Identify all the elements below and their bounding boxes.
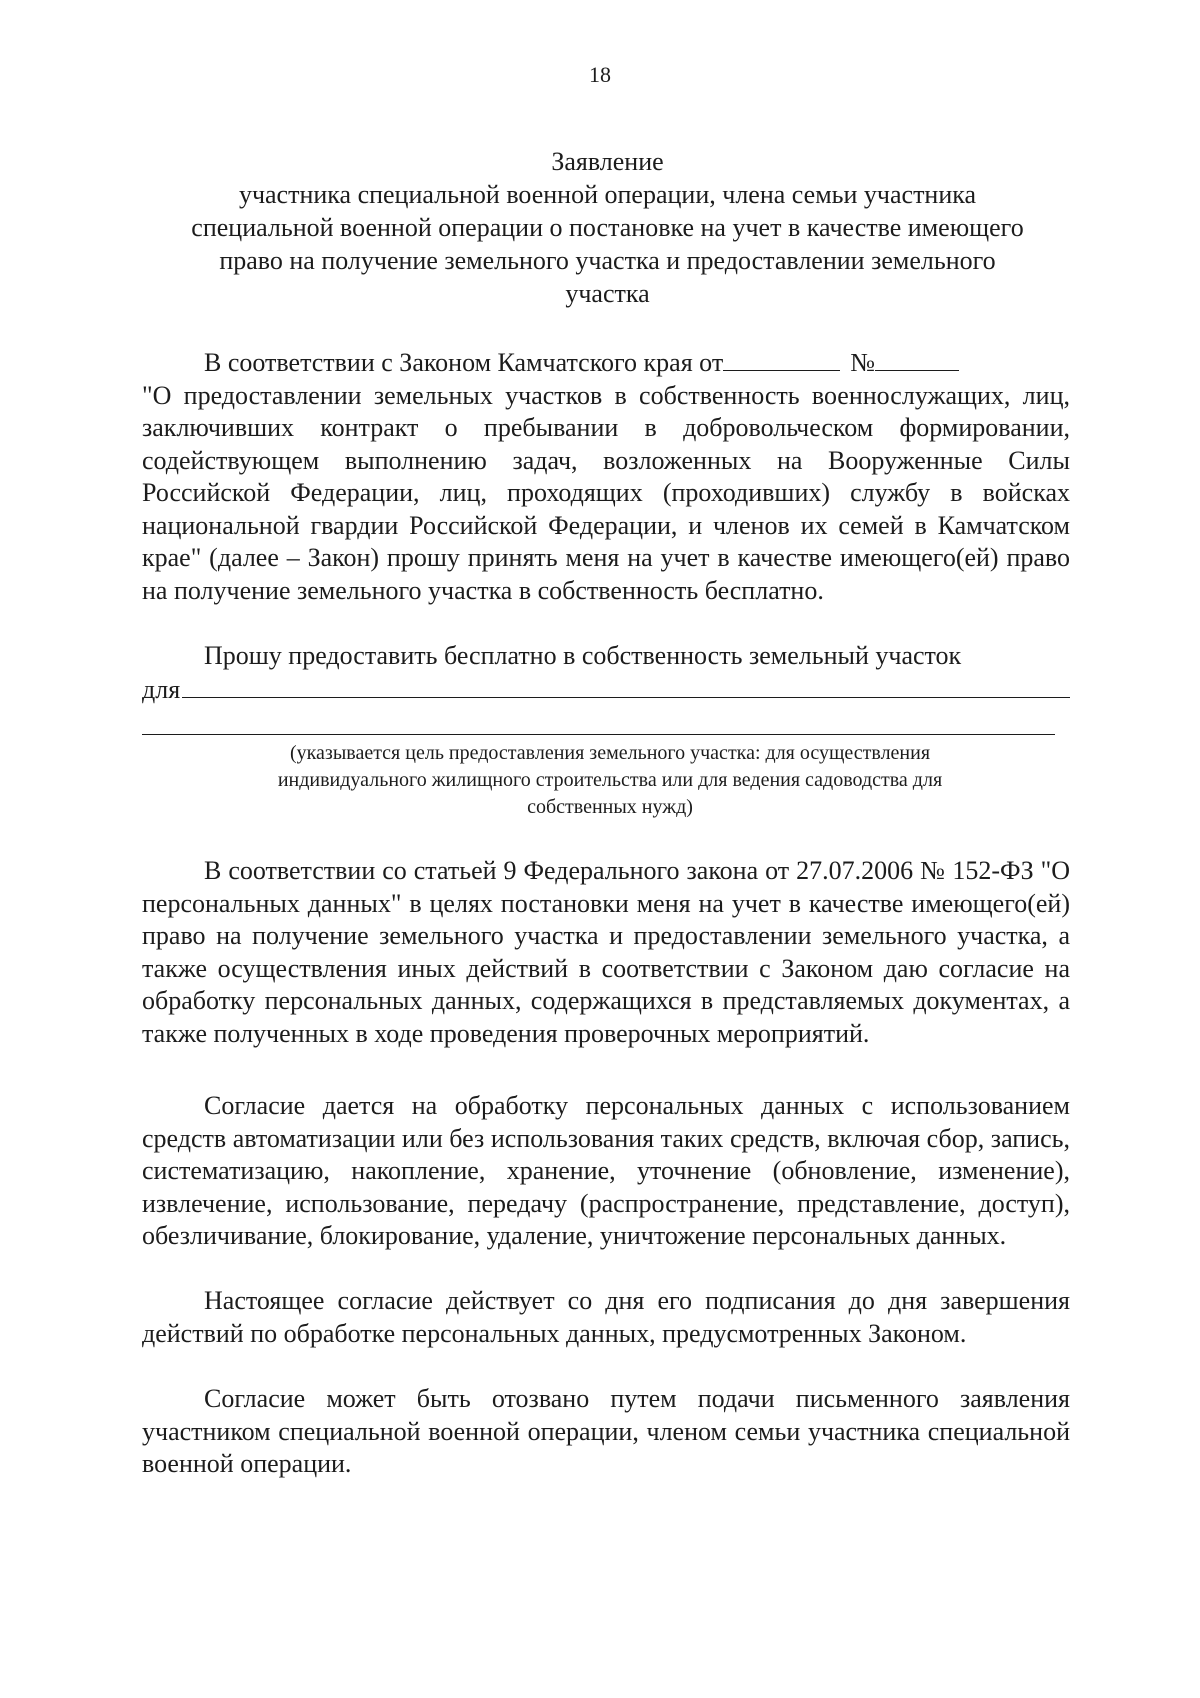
title-line: специальной военной операции о постановке на учет в качестве имеющего (191, 213, 1024, 242)
caption-line: (указывается цель предоставления земельного участка: для осуществления (289, 742, 931, 764)
paragraph-consent-revocation: Согласие может быть отозвано путем подачи письменного заявления участником специальной военной операции, членом семьи участника специальной военной операции. (142, 1384, 1070, 1478)
caption-line: индивидуального жилищного строительства или для ведения садоводства для (277, 769, 943, 791)
purpose-line (142, 673, 1070, 707)
paragraph-law-reference (142, 347, 1070, 607)
law-number-blank-field[interactable] (875, 348, 959, 371)
law-reference-lead: В соответствии с Законом Камчатского края от (204, 348, 724, 377)
purpose-blank-field[interactable] (182, 673, 1070, 698)
purpose-blank-field-continued[interactable] (142, 734, 1055, 735)
paragraph-processing-scope: Согласие дается на обработку персональных данных с использованием средств автоматизации или без использования таких средств, включая сбор, запись, систематизацию, накопление, хранение, уточнение (обновление, изменение), извлечение, использование, передачу (распространение, представление, доступ), обезличивание, блокирование, удаление, уничтожение персональных данных. (142, 1091, 1070, 1250)
title-line: право на получение земельного участка и предоставлении земельного (219, 246, 996, 275)
paragraph-personal-data-consent: В соответствии со статьей 9 Федерального закона от 27.07.2006 № 152-ФЗ "О персональных данных" в целях постановки меня на учет в качестве имеющего(ей) право на получение земельного участка и предоставлении земельного участка, а также осуществления иных действий в соответствии с Законом даю согласие на обработку персональных данных, содержащихся в представляемых документах, а также полученных в ходе проведения проверочных мероприятий. (142, 856, 1070, 1048)
paragraph-consent-validity: Настоящее согласие действует со дня его подписания до дня завершения действий по обработке персональных данных, предусмотренных Законом. (142, 1286, 1070, 1348)
for-label: для (142, 674, 181, 704)
page-number: 18 (589, 62, 611, 87)
title-line: участка (565, 279, 650, 308)
document-title (140, 145, 1075, 310)
purpose-caption (185, 740, 1035, 821)
title-heading: Заявление (551, 147, 664, 176)
caption-line: собственных нужд) (527, 796, 693, 818)
law-date-blank-field[interactable] (723, 348, 840, 371)
request-text: Прошу предоставить бесплатно в собственность земельный участок (204, 641, 962, 670)
number-sign: № (850, 348, 875, 377)
law-reference-text: "О предоставлении земельных участков в собственность военнослужащих, лиц, заключивших контракт о пребывании в добровольческом формировании, содействующем выполнению задач, возложенных на Вооруженные Силы Российской Федерации, лиц, проходящих (проходивших) службу в войсках национальной гвардии Российской Федерации, и членов их семей в Камчатском крае" (далее – Закон) прошу принять меня на учет в качестве имеющего(ей) право на получение земельного участка в собственность бесплатно. (142, 380, 1070, 605)
title-line: участника специальной военной операции, члена семьи участника (238, 180, 977, 209)
paragraph-request (142, 640, 1070, 706)
law-reference-lead-line (142, 347, 1070, 380)
